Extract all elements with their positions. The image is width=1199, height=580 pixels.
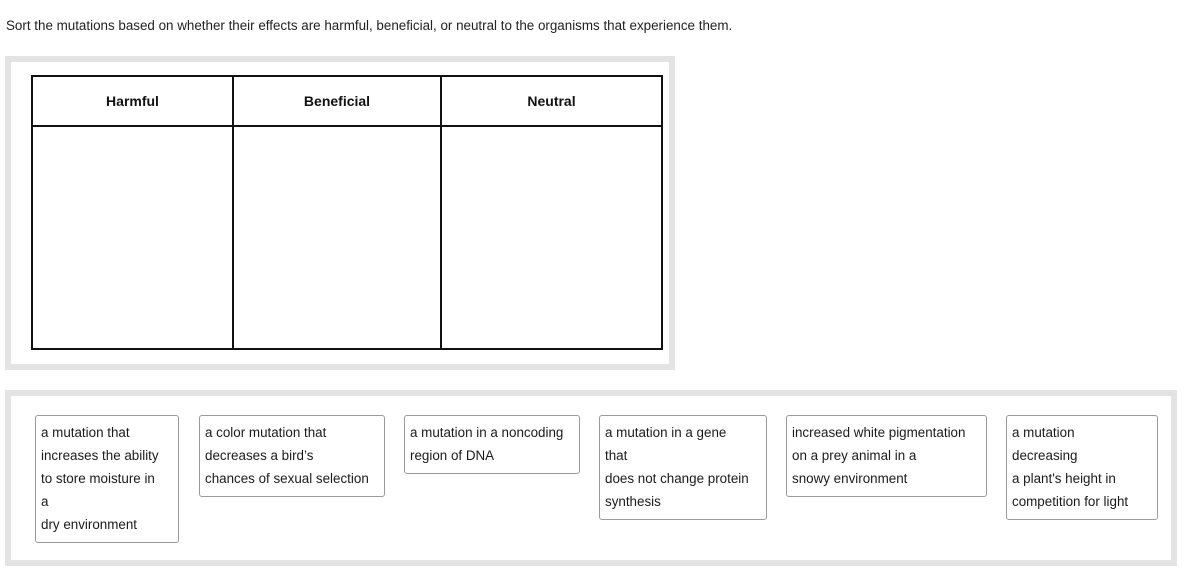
- column-header-harmful: Harmful: [32, 76, 233, 126]
- card-text-line: a mutation that: [41, 425, 130, 440]
- card-text-line: decreasing: [1012, 448, 1078, 463]
- card-text-line: a color mutation that: [205, 425, 327, 440]
- card-text-line: dry environment: [41, 517, 138, 532]
- draggable-card-color-mutation[interactable]: [199, 415, 385, 497]
- card-text-line: snowy environment: [792, 471, 908, 486]
- sort-table: [31, 75, 663, 350]
- card-text-line: to store moisture in: [41, 471, 155, 486]
- card-text-line: a mutation in a gene: [605, 425, 727, 440]
- card-text-line: a plant's height in: [1012, 471, 1116, 486]
- card-text-line: chances of sexual selection: [205, 471, 369, 486]
- card-text-line: does not change protein: [605, 471, 749, 486]
- card-text-line: a mutation in a noncoding: [410, 425, 564, 440]
- drop-zone-harmful[interactable]: [32, 126, 233, 349]
- draggable-card-white-pigmentation[interactable]: [786, 415, 987, 497]
- card-text-line: synthesis: [605, 494, 661, 509]
- sort-panel: [5, 56, 675, 370]
- drop-zone-neutral[interactable]: [441, 126, 662, 349]
- draggable-card-moisture-mutation[interactable]: [35, 415, 179, 543]
- drop-zone-beneficial[interactable]: [233, 126, 441, 349]
- column-header-beneficial: Beneficial: [233, 76, 441, 126]
- card-text-line: increases the ability: [41, 448, 159, 463]
- draggable-card-plant-height[interactable]: [1006, 415, 1158, 520]
- card-text-line: decreases a bird’s: [205, 448, 314, 463]
- column-header-neutral: Neutral: [441, 76, 662, 126]
- card-text-line: increased white pigmentation: [792, 425, 966, 440]
- draggable-card-noncoding-mutation[interactable]: [404, 415, 580, 474]
- instructions-text: Sort the mutations based on whether their effects are harmful, beneficial, or neutral to the organisms that experience them.: [6, 18, 733, 33]
- card-text-line: region of DNA: [410, 448, 495, 463]
- card-text-line: on a prey animal in a: [792, 448, 917, 463]
- card-text-line: competition for light: [1012, 494, 1129, 509]
- draggable-card-gene-mutation[interactable]: [599, 415, 767, 520]
- card-text-line: that: [605, 448, 628, 463]
- answer-bank: [5, 390, 1177, 566]
- card-text-line: a mutation: [1012, 425, 1075, 440]
- card-text-line: a: [41, 494, 49, 509]
